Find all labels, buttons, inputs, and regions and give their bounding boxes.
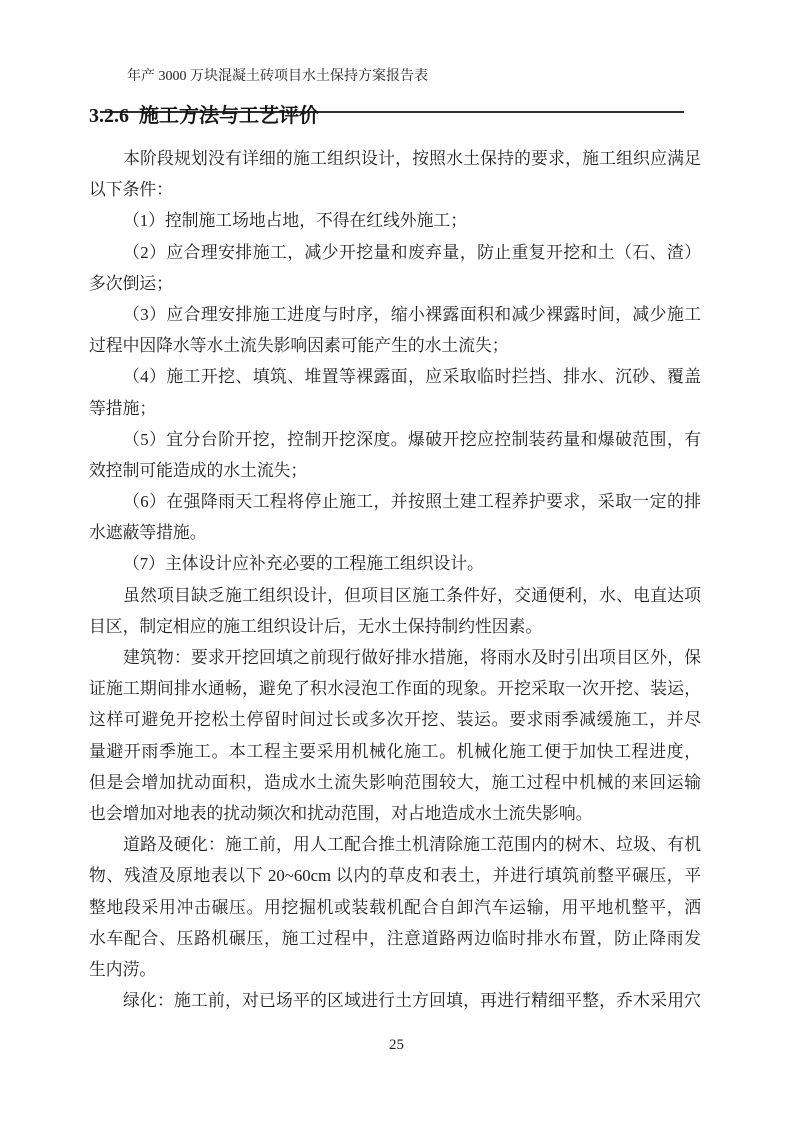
- text-line: 本阶段规划没有详细的施工组织设计，按照水土保持的要求，施工组织应满足: [123, 149, 701, 168]
- text-line: （5）宜分台阶开挖，控制开挖深度。爆破开挖应控制装药量和爆破范围，有: [123, 429, 701, 449]
- text-line: （3）应合理安排施工进度与时序，缩小裸露面积和减少裸露时间，减少施工: [123, 304, 701, 324]
- text-line: 以下条件：: [89, 180, 173, 200]
- text-line: 等措施；: [89, 398, 157, 418]
- text-line: （4）施工开挖、填筑、堆置等裸露面，应采取临时拦挡、排水、沉砂、覆盖: [123, 367, 701, 387]
- text-line: 多次倒运；: [89, 273, 173, 293]
- text-line: （1）控制施工场地占地，不得在红线外施工；: [123, 211, 468, 231]
- text-line: 这样可避免开挖松土停留时间过长或多次开挖、装运。要求雨季减缓施工，并尽: [89, 710, 701, 730]
- text-line: （2）应合理安排施工，减少开挖量和废弃量，防止重复开挖和土（石、渣）: [123, 242, 701, 262]
- text-line: 物、残渣及原地表以下 20~60cm 以内的草皮和表土，并进行填筑前整平碾压，平: [89, 866, 701, 886]
- text-line: 但是会增加扰动面积，造成水土流失影响范围较大，施工过程中机械的来回运输: [89, 772, 701, 792]
- text-line: 绿化：施工前，对已场平的区域进行土方回填，再进行精细平整，乔木采用穴: [123, 991, 701, 1011]
- text-line: 生内涝。: [89, 959, 157, 979]
- text-line: 效控制可能造成的水土流失；: [89, 460, 308, 480]
- page-number: 25: [389, 1037, 404, 1053]
- text-line: 也会增加对地表的扰动频次和扰动范围，对占地造成水土流失影响。: [89, 803, 593, 823]
- text-line: 建筑物：要求开挖回填之前现行做好排水措施，将雨水及时引出项目区外，保: [123, 648, 701, 667]
- text-line: 水车配合、压路机碾压，施工过程中，注意道路两边临时排水布置，防止降雨发: [89, 928, 701, 948]
- text-line: 量避开雨季施工。本工程主要采用机械化施工。机械化施工便于加快工程进度，: [89, 741, 701, 761]
- text-line: 虽然项目缺乏施工组织设计，但项目区施工条件好，交通便利，水、电直达项: [123, 585, 701, 605]
- text-line: 水遮蔽等措施。: [89, 523, 207, 543]
- page-footer: [0, 1035, 793, 1055]
- text-line: （6）在强降雨天工程将停止施工，并按照土建工程养护要求，采取一定的排: [123, 492, 701, 512]
- text-line: 过程中因降水等水土流失影响因素可能产生的水土流失；: [89, 336, 509, 356]
- document-content: [89, 101, 701, 1016]
- text-line: 目区，制定相应的施工组织设计后，无水土保持制约性因素。: [89, 616, 543, 636]
- text-line: 整地段采用冲击碾压。用挖掘机或装载机配合自卸汽车运输，用平地机整平，洒: [89, 897, 701, 917]
- text-line: （7）主体设计应补充必要的工程施工组织设计。: [123, 554, 484, 574]
- header-title: 年产 3000 万块混凝土砖项目水土保持方案报告表: [127, 69, 428, 84]
- section-heading: 3.2.6 施工方法与工艺评价: [89, 105, 319, 127]
- text-line: 证施工期间排水通畅，避免了积水浸泡工作面的现象。开挖采取一次开挖、装运，: [89, 679, 701, 699]
- document-body: [89, 143, 701, 1016]
- text-line: 道路及硬化：施工前，用人工配合推土机清除施工范围内的树木、垃圾、有机: [123, 835, 701, 855]
